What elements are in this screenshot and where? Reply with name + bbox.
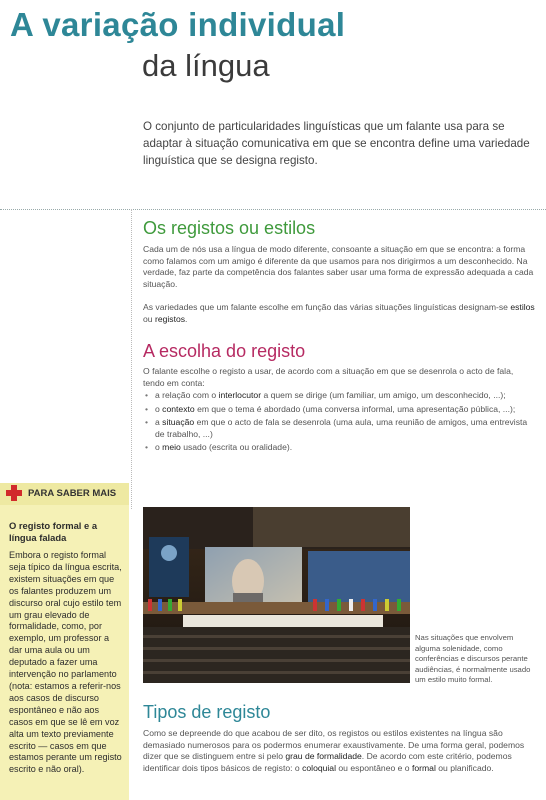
keyword-formal: formal <box>411 762 436 773</box>
section1-p2-text: As variedades que um falante escolhe em função das várias situações linguísticas designam-se <box>143 302 508 312</box>
list-item: • o contexto em que o tema é abordado (uma conversa informal, uma apresentação pública, ...); <box>143 404 536 416</box>
heading-tipos-registo: Tipos de registo <box>143 702 271 722</box>
plus-icon <box>6 485 22 501</box>
page-title: A variação individual <box>10 6 346 43</box>
list-item: • o meio usado (escrita ou oralidade). <box>143 442 536 454</box>
sidebar-subtitle: O registo formal e a língua falada <box>9 520 98 543</box>
sidebar-title: PARA SABER MAIS <box>28 488 117 499</box>
photo-caption: Nas situações que envolvem alguma solenidade, como conferências e discursos perante audiências, é normalmente usado um estilo muito formal. <box>415 633 531 684</box>
criteria-list <box>143 390 536 456</box>
keyword-registos: registos <box>154 313 186 324</box>
section1-p2-end: . <box>185 313 188 324</box>
sidebar-body: Embora o registo formal seja típico da língua escrita, existem situações em que os falantes produzem um discurso oral cujo estilo tem um grau elevado de formalidade, como, por exemplo, um professor a dar uma aula ou um deputado a fazer uma intervenção no parlamento (nota: estamos a referir-nos aos casos de discurso espontâneo e não aos casos em que se lê em voz alta um texto previamente escrito — casos em que estamos perante um registo escrito e não oral). <box>9 550 122 775</box>
keyword-contexto: contexto <box>162 403 195 414</box>
keyword-coloquial: coloquial <box>302 762 336 773</box>
section1-paragraph2 <box>143 302 536 325</box>
list-item: • a relação com o interlocutor a quem se dirige (um familiar, um amigo, um desconhecido, ...); <box>143 390 536 402</box>
intro-paragraph: O conjunto de particularidades linguísticas que um falante usa para se adaptar à situação comunicativa em que se encontra define uma variedade linguística que se designa registo. <box>143 120 530 167</box>
section3-paragraph: Como se depreende do que acabou de ser dito, os registos ou estilos existentes na língua são demasiado numerosos para os podermos enumerar exaustivamente. De uma forma geral, podemos dizer que se distinguem entre si pelo grau de formalidade. De acordo com este critério, podemos identificar dois tipos básicos de registo: o coloquial ou espontâneo e o formal ou planificado. <box>143 728 525 773</box>
keyword-estilos: estilos <box>510 302 535 312</box>
section1-p2-or: ou <box>143 313 153 324</box>
keyword-situacao: situação <box>162 417 195 427</box>
conference-photo <box>143 507 410 683</box>
heading-registos-estilos: Os registos ou estilos <box>143 218 316 238</box>
keyword-meio: meio <box>162 442 181 452</box>
keyword-interlocutor: interlocutor <box>218 390 262 400</box>
page-subtitle: da língua <box>142 48 270 83</box>
heading-escolha-registo: A escolha do registo <box>143 341 306 361</box>
column-divider <box>131 209 132 509</box>
section-divider <box>0 209 546 210</box>
section1-paragraph1: Cada um de nós usa a língua de modo diferente, consoante a situação em que se encontra: a forma como falamos com um amigo é diferente da que usamos para nos dirigirmos a um desconhecido. Na verdade, faz parte da competência dos falantes saber usar uma forma de expressão adequada a cada situação. <box>143 244 534 289</box>
section2-intro: O falante escolhe o registo a usar, de acordo com a situação em que se desenrola o acto de fala, tendo em conta: <box>143 366 514 388</box>
list-item: • a situação em que o acto de fala se desenrola (uma aula, uma reunião de amigos, uma entrevista de trabalho, ...) <box>143 417 536 440</box>
keyword-grau-formalidade: grau de formalidade <box>285 751 362 761</box>
